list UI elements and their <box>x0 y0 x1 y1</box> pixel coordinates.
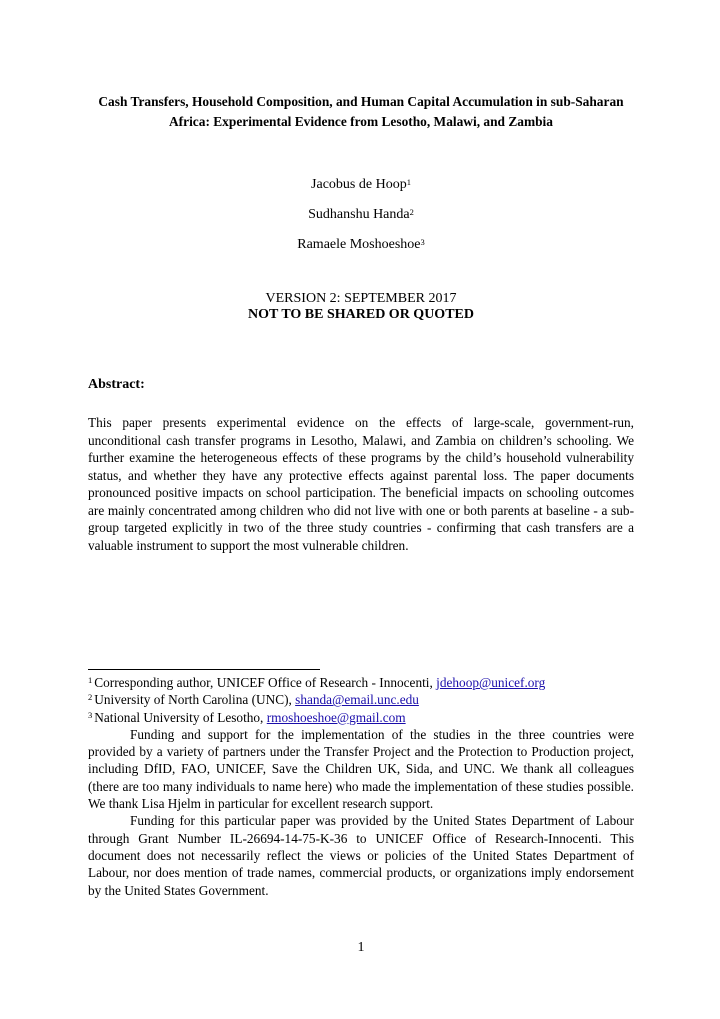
footnote-text: National University of Lesotho, <box>94 709 264 725</box>
footnote-number: 2 <box>88 692 93 703</box>
paper-title: Cash Transfers, Household Composition, and Human Capital Accumulation in sub-Saharan Africa: Experimental Evidence from Lesotho, Malawi, and Zambia <box>98 94 624 129</box>
author-2 <box>88 206 634 224</box>
footnote-1 <box>88 674 634 691</box>
abstract-text: This paper presents experimental evidence on the effects of large-scale, government-run, unconditional cash transfer programs in Lesotho, Malawi, and Zambia on children’s schooling. We further examine the heterogeneous effects of these programs by the child’s household vulnerability status, and whether they have any protective effects against parental loss. The paper documents pronounced positive impacts on school participation. The beneficial impacts on schooling outcomes are mainly concentrated among children who did not live with one or both parents at baseline - a sub-group targeted explicitly in two of the three study countries - confirming that cash transfers are a valuable instrument to support the most vulnerable children. <box>88 415 634 553</box>
footnotes-section <box>88 674 634 899</box>
author-name: Sudhanshu Handa <box>308 207 410 222</box>
footnote-marker[interactable]: 3 <box>420 237 425 247</box>
email-link[interactable]: jdehoop@unicef.org <box>436 675 546 690</box>
footnote-divider <box>88 669 320 670</box>
email-link[interactable]: rmoshoeshoe@gmail.com <box>266 709 406 725</box>
author-name: Ramaele Moshoeshoe <box>297 237 421 252</box>
footnote-marker[interactable]: 2 <box>409 207 414 217</box>
footnote-marker[interactable]: 1 <box>406 177 411 187</box>
funding-paragraph: Funding and support for the implementation of the studies in the three countries were provided by a variety of partners under the Transfer Project and the Protection to Production project, including DfID, FAO, UNICEF, Save the Children UK, Sida, and UNC. We thank all colleagues (there are too many individuals to name here) who made the implementation of these studies possible. We thank Lisa Hjelm in particular for excellent research support. <box>88 726 634 812</box>
author-name: Jacobus de Hoop <box>311 177 407 192</box>
footnote-2 <box>88 691 634 708</box>
page-number: 1 <box>357 940 365 955</box>
funding-paragraph: Funding for this particular paper was provided by the United States Department of Labour through Grant Number IL-26694-14-75-K-36 to UNICEF Office of Research-Innocenti. This document does not necessarily reflect the views or policies of the United States Department of Labour, nor does mention of trade names, commercial products, or organizations imply endorsement by the United States Government. <box>88 813 634 898</box>
footnote-3 <box>88 709 634 726</box>
author-1 <box>88 176 634 194</box>
footnote-text: University of North Carolina (UNC), <box>94 692 292 708</box>
author-3 <box>88 236 634 254</box>
footnote-number: 3 <box>88 709 93 720</box>
version-line: VERSION 2: SEPTEMBER 2017 <box>265 291 457 306</box>
email-link[interactable]: shanda@email.unc.edu <box>295 692 419 708</box>
footnote-text: Corresponding author, UNICEF Office of Research - Innocenti, <box>94 675 433 690</box>
abstract-heading: Abstract: <box>88 377 145 392</box>
notice-line: NOT TO BE SHARED OR QUOTED <box>247 307 474 322</box>
footnote-number: 1 <box>88 675 93 685</box>
